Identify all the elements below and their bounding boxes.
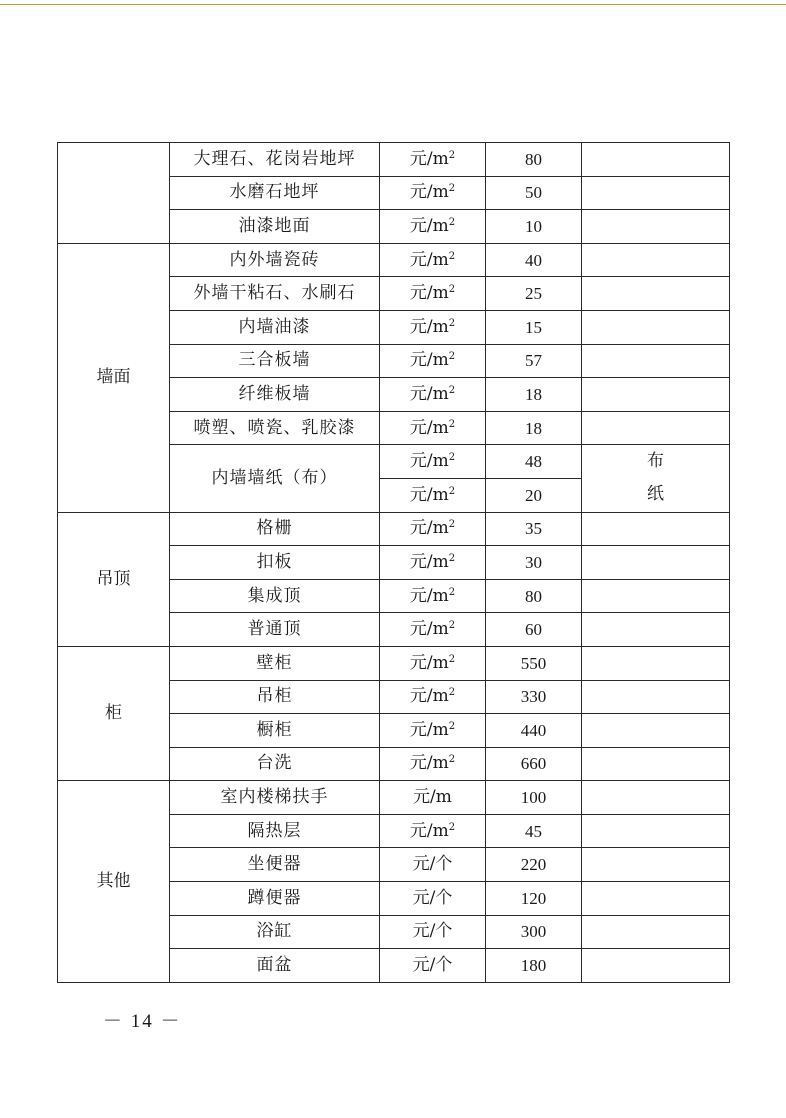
unit-cell: 元$/m^2$ [380, 613, 486, 647]
unit-superscript: 2 [448, 317, 456, 329]
note-cell [582, 411, 730, 445]
unit-superscript: 2 [448, 519, 456, 531]
note-cell [582, 949, 730, 983]
price-cell: 60 [486, 613, 582, 647]
unit-superscript: 2 [448, 384, 456, 396]
unit-cell: 元/个 [380, 848, 486, 882]
item-cell: 格栅 [170, 512, 380, 546]
note-cell [582, 714, 730, 748]
page-number: － 14 － [103, 1011, 182, 1032]
note-cell [582, 277, 730, 311]
item-cell: 水磨石地坪 [170, 176, 380, 210]
unit-superscript: 2 [448, 284, 456, 296]
price-cell: 330 [486, 680, 582, 714]
price-cell: 30 [486, 546, 582, 580]
item-cell: 喷塑、喷瓷、乳胶漆 [170, 411, 380, 445]
note-cell [582, 176, 730, 210]
price-cell: 660 [486, 747, 582, 781]
note-cell [582, 814, 730, 848]
unit-cell: 元$/m^2$ [380, 646, 486, 680]
unit-cell: 元$/m^2$ [380, 680, 486, 714]
unit-cell: 元$/m^2$ [380, 344, 486, 378]
note-cell [582, 512, 730, 546]
item-cell: 吊柜 [170, 680, 380, 714]
unit-cell: 元$/m^2$ [380, 814, 486, 848]
item-cell: 三合板墙 [170, 344, 380, 378]
table-row [58, 512, 730, 546]
unit-cell: 元$/m^2$ [380, 747, 486, 781]
unit-superscript: 2 [448, 250, 456, 262]
unit-cell: 元$/m^2$ [380, 478, 486, 512]
price-cell: 120 [486, 882, 582, 916]
category-cell-ceiling: 吊顶 [58, 512, 170, 646]
note-cell [582, 848, 730, 882]
price-cell: 25 [486, 277, 582, 311]
note-cell [582, 579, 730, 613]
note-cell [582, 915, 730, 949]
unit-cell: 元$/m^2$ [380, 546, 486, 580]
price-cell: 40 [486, 243, 582, 277]
item-cell: 橱柜 [170, 714, 380, 748]
item-cell: 隔热层 [170, 814, 380, 848]
unit-superscript: 2 [448, 653, 456, 665]
price-cell: 45 [486, 814, 582, 848]
unit-cell: 元$/m^2$ [380, 243, 486, 277]
price-cell: 80 [486, 579, 582, 613]
category-cell-floor [58, 143, 170, 244]
unit-cell: 元/个 [380, 882, 486, 916]
unit-cell: 元/m [380, 781, 486, 815]
item-cell: 纤维板墙 [170, 378, 380, 412]
item-cell: 壁柜 [170, 646, 380, 680]
unit-superscript: 2 [448, 821, 456, 833]
note-cell: 纸 [582, 478, 730, 512]
unit-cell: 元/个 [380, 915, 486, 949]
unit-cell: 元$/m^2$ [380, 411, 486, 445]
note-cell [582, 613, 730, 647]
price-cell: 220 [486, 848, 582, 882]
table-row [58, 781, 730, 815]
price-cell: 440 [486, 714, 582, 748]
note-cell [582, 882, 730, 916]
note-cell [582, 210, 730, 244]
item-cell: 油漆地面 [170, 210, 380, 244]
unit-cell: 元$/m^2$ [380, 445, 486, 479]
unit-superscript: 2 [448, 620, 456, 632]
note-cell [582, 781, 730, 815]
note-cell [582, 310, 730, 344]
unit-superscript: 2 [448, 687, 456, 699]
table-row [58, 243, 730, 277]
note-cell [582, 143, 730, 177]
unit-cell: 元$/m^2$ [380, 579, 486, 613]
item-cell: 室内楼梯扶手 [170, 781, 380, 815]
unit-superscript: 2 [448, 452, 456, 464]
note-cell [582, 646, 730, 680]
unit-superscript: 2 [448, 418, 456, 430]
price-cell: 300 [486, 915, 582, 949]
item-cell: 浴缸 [170, 915, 380, 949]
note-cell [582, 344, 730, 378]
category-cell-wall: 墙面 [58, 243, 170, 512]
item-cell: 大理石、花岗岩地坪 [170, 143, 380, 177]
unit-cell: 元$/m^2$ [380, 143, 486, 177]
item-cell: 扣板 [170, 546, 380, 580]
category-cell-other: 其他 [58, 781, 170, 983]
category-cell-cabinet: 柜 [58, 646, 170, 780]
price-cell: 35 [486, 512, 582, 546]
table-row [58, 143, 730, 177]
price-table [57, 142, 730, 983]
unit-superscript: 2 [448, 351, 456, 363]
price-cell: 10 [486, 210, 582, 244]
note-cell: 布 [582, 445, 730, 479]
note-cell [582, 680, 730, 714]
item-cell: 面盆 [170, 949, 380, 983]
unit-superscript: 2 [448, 720, 456, 732]
table-row [58, 646, 730, 680]
price-cell: 80 [486, 143, 582, 177]
item-cell: 台洗 [170, 747, 380, 781]
unit-cell: 元/个 [380, 949, 486, 983]
price-cell: 48 [486, 445, 582, 479]
unit-cell: 元$/m^2$ [380, 512, 486, 546]
unit-superscript: 2 [448, 149, 456, 161]
price-cell: 100 [486, 781, 582, 815]
price-cell: 18 [486, 378, 582, 412]
item-cell: 外墙干粘石、水刷石 [170, 277, 380, 311]
item-cell: 普通顶 [170, 613, 380, 647]
item-cell: 蹲便器 [170, 882, 380, 916]
unit-cell: 元$/m^2$ [380, 310, 486, 344]
price-cell: 550 [486, 646, 582, 680]
note-cell [582, 546, 730, 580]
unit-superscript: 2 [448, 586, 456, 598]
item-cell: 内外墙瓷砖 [170, 243, 380, 277]
unit-superscript: 2 [448, 754, 456, 766]
price-cell: 50 [486, 176, 582, 210]
top-rule [0, 4, 786, 5]
unit-superscript: 2 [448, 552, 456, 564]
unit-cell: 元$/m^2$ [380, 277, 486, 311]
item-cell: 坐便器 [170, 848, 380, 882]
note-cell [582, 378, 730, 412]
unit-cell: 元$/m^2$ [380, 210, 486, 244]
price-cell: 15 [486, 310, 582, 344]
unit-superscript: 2 [448, 216, 456, 228]
note-cell [582, 747, 730, 781]
note-cell [582, 243, 730, 277]
unit-superscript: 2 [448, 183, 456, 195]
unit-superscript: 2 [448, 485, 456, 497]
price-cell: 180 [486, 949, 582, 983]
price-cell: 18 [486, 411, 582, 445]
item-cell: 集成顶 [170, 579, 380, 613]
unit-cell: 元$/m^2$ [380, 714, 486, 748]
item-cell: 内墙油漆 [170, 310, 380, 344]
price-cell: 57 [486, 344, 582, 378]
item-cell: 内墙墙纸（布） [170, 445, 380, 512]
unit-cell: 元$/m^2$ [380, 176, 486, 210]
unit-cell: 元$/m^2$ [380, 378, 486, 412]
price-cell: 20 [486, 478, 582, 512]
